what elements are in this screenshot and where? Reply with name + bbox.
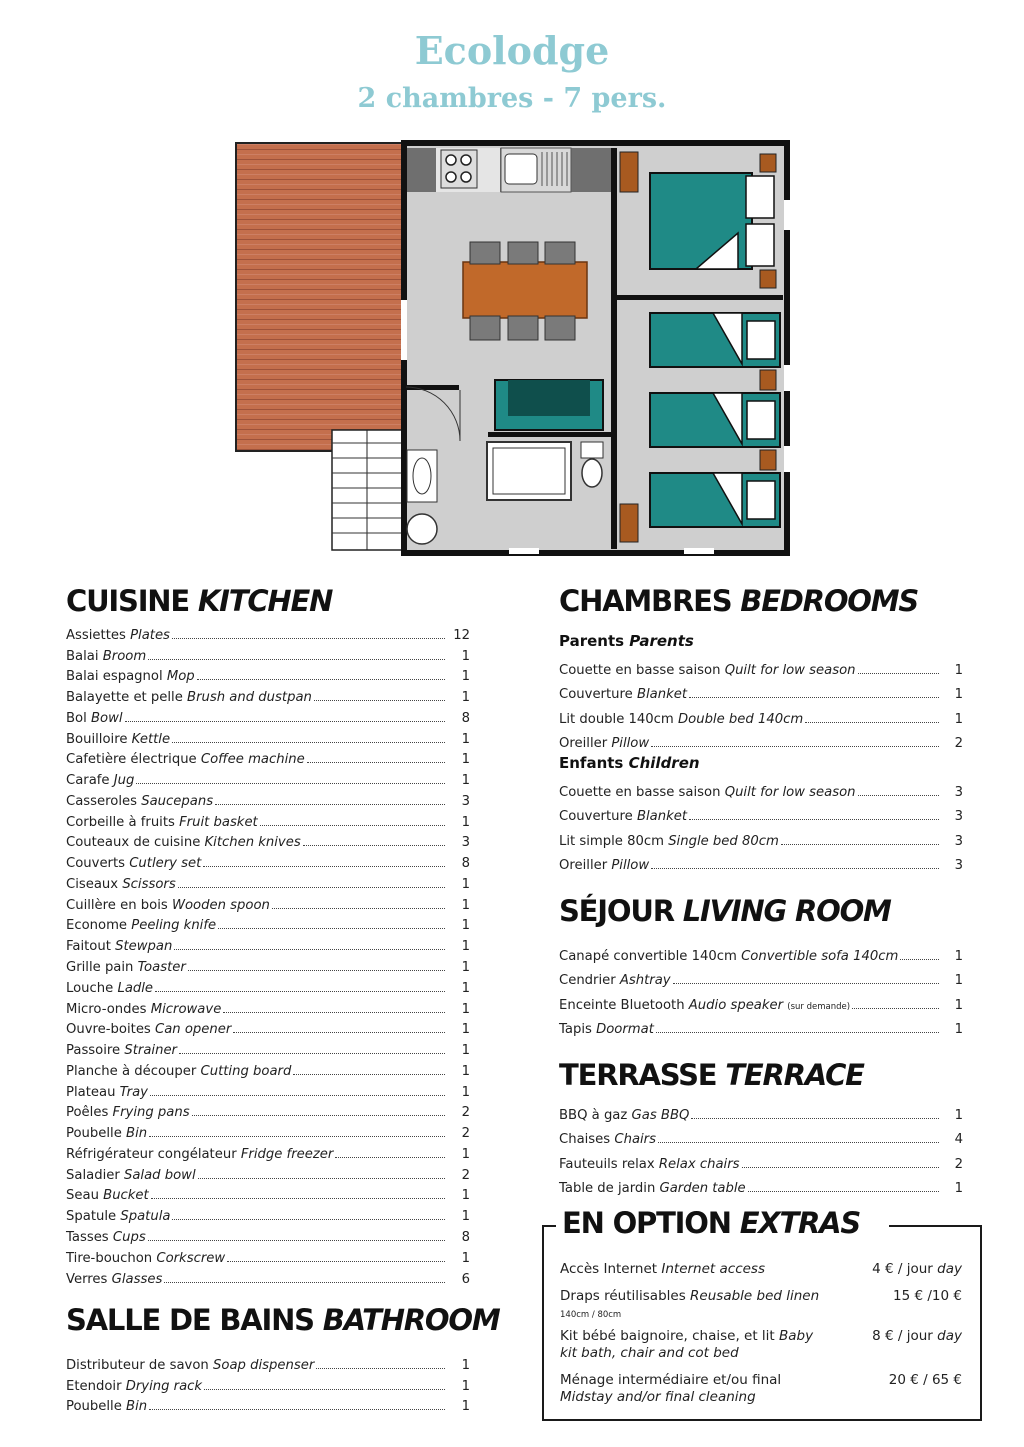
item-quantity: 1 — [954, 662, 963, 678]
item-quantity: 1 — [461, 814, 470, 830]
dining-table — [463, 262, 587, 318]
bathroom-item — [66, 1394, 470, 1415]
item-label: Lit double 140cm Double bed 140cm — [559, 711, 804, 727]
item-label: Micro-ondes Microwave — [66, 1001, 222, 1017]
item-label: Poubelle Bin — [66, 1126, 148, 1142]
item-quantity: 3 — [954, 784, 963, 800]
bathroom-item — [66, 1373, 470, 1394]
stairs — [332, 430, 402, 550]
kitchen-item — [66, 892, 470, 913]
item-label: Poêles Frying pans — [66, 1105, 190, 1121]
item-label: Réfrigérateur congélateur Fridge freezer — [66, 1146, 334, 1162]
item-label: Couverture Blanket — [559, 809, 688, 824]
children-item — [559, 824, 963, 849]
item-quantity: 1 — [954, 711, 963, 727]
kitchen-item — [66, 1141, 470, 1162]
stove — [441, 150, 477, 188]
toilet — [581, 442, 603, 458]
kitchen-item — [66, 767, 470, 788]
children-item — [559, 800, 963, 825]
item-quantity: 1 — [461, 1146, 470, 1162]
item-quantity: 12 — [453, 627, 470, 643]
item-quantity: 1 — [461, 731, 470, 747]
item-quantity: 3 — [954, 858, 963, 873]
item-quantity: 1 — [461, 939, 470, 955]
kitchen-item — [66, 1224, 470, 1245]
item-quantity: 3 — [461, 835, 470, 851]
item-label: Oreiller Pillow — [559, 858, 650, 873]
item-label: Table de jardin Garden table — [559, 1181, 746, 1196]
item-quantity: 2 — [954, 736, 963, 751]
item-label: Oreiller Pillow — [559, 736, 650, 751]
item-quantity: 1 — [461, 1001, 470, 1017]
kitchen-item — [66, 871, 470, 892]
kitchen-item — [66, 1058, 470, 1079]
parents-list — [559, 653, 963, 751]
children-item — [559, 775, 963, 800]
kitchen-item — [66, 913, 470, 934]
item-label: Ouvre-boites Can opener — [66, 1022, 232, 1038]
item-quantity: 1 — [954, 948, 963, 964]
kitchen-item — [66, 975, 470, 996]
terrace-list — [559, 1098, 963, 1196]
kitchen-title: CUISINE KITCHEN — [66, 584, 333, 618]
page-subtitle: 2 chambres - 7 pers. — [357, 83, 667, 114]
kitchen-item — [66, 622, 470, 643]
item-label: Passoire Strainer — [66, 1043, 177, 1059]
item-label: Tapis Doormat — [559, 1022, 654, 1037]
item-quantity: 1 — [461, 897, 470, 913]
sink — [505, 154, 537, 184]
living-list — [559, 939, 963, 1037]
kitchen-item — [66, 1120, 470, 1141]
item-label: Casseroles Saucepans — [66, 793, 214, 809]
kitchen-item — [66, 830, 470, 851]
item-quantity: 1 — [461, 1399, 470, 1415]
item-quantity: 1 — [461, 773, 470, 789]
item-quantity: 1 — [461, 1209, 470, 1225]
item-quantity: 1 — [461, 1357, 470, 1373]
item-label: Econome Peeling knife — [66, 918, 217, 934]
kitchen-item — [66, 954, 470, 975]
item-label: Enceinte Bluetooth Audio speaker (sur demande) — [559, 997, 851, 1013]
item-label: Distributeur de savon Soap dispenser — [66, 1357, 315, 1373]
children-item — [559, 849, 963, 874]
item-quantity: 1 — [461, 669, 470, 685]
kitchen-item — [66, 996, 470, 1017]
kitchen-item — [66, 1266, 470, 1287]
item-quantity: 1 — [954, 1181, 963, 1196]
living-item — [559, 1013, 963, 1038]
item-quantity: 1 — [461, 960, 470, 976]
item-quantity: 1 — [954, 973, 963, 988]
item-quantity: 1 — [954, 997, 963, 1013]
item-quantity: 1 — [461, 752, 470, 768]
item-label: Seau Bucket — [66, 1188, 149, 1204]
children-subtitle: Enfants Children — [559, 754, 700, 772]
terrace-deck — [236, 143, 402, 451]
children-list — [559, 775, 963, 873]
item-quantity: 1 — [461, 876, 470, 892]
item-label: Couette en basse saison Quilt for low season — [559, 784, 856, 800]
item-quantity: 2 — [461, 1167, 470, 1183]
kitchen-item — [66, 1162, 470, 1183]
item-label: Planche à découper Cutting board — [66, 1063, 292, 1079]
item-quantity: 2 — [954, 1156, 963, 1172]
item-label: Plateau Tray — [66, 1084, 148, 1100]
bedrooms-title: CHAMBRES BEDROOMS — [559, 584, 919, 618]
item-quantity: 2 — [461, 1105, 470, 1121]
item-label: Poubelle Bin — [66, 1399, 148, 1415]
bathroom-list — [66, 1352, 470, 1414]
terrace-item — [559, 1147, 963, 1172]
kitchen-item — [66, 933, 470, 954]
living-title: SÉJOUR LIVING ROOM — [559, 894, 891, 928]
item-quantity: 1 — [461, 1022, 470, 1038]
kitchen-item — [66, 1037, 470, 1058]
kitchen-item — [66, 643, 470, 664]
item-label: Saladier Salad bowl — [66, 1167, 196, 1183]
item-label: Spatule Spatula — [66, 1209, 171, 1225]
item-label: Ciseaux Scissors — [66, 876, 176, 892]
kitchen-item — [66, 726, 470, 747]
parents-item — [559, 727, 963, 752]
item-label: Lit simple 80cm Single bed 80cm — [559, 833, 779, 849]
item-label: Etendoir Drying rack — [66, 1378, 203, 1394]
kitchen-item — [66, 747, 470, 768]
item-label: Tasses Cups — [66, 1229, 146, 1245]
item-quantity: 4 — [954, 1132, 963, 1147]
item-quantity: 8 — [461, 710, 470, 726]
item-quantity: 1 — [461, 1043, 470, 1059]
item-quantity: 3 — [461, 793, 470, 809]
item-quantity: 1 — [461, 1188, 470, 1204]
item-label: Bouilloire Kettle — [66, 731, 171, 747]
item-label: Canapé convertible 140cm Convertible sofa 140cm — [559, 948, 899, 964]
kitchen-item — [66, 664, 470, 685]
item-label: Couteaux de cuisine Kitchen knives — [66, 835, 301, 851]
kitchen-item — [66, 1183, 470, 1204]
item-quantity: 1 — [954, 687, 963, 702]
item-quantity: 2 — [461, 1126, 470, 1142]
item-label: Fauteuils relax Relax chairs — [559, 1156, 740, 1172]
item-quantity: 1 — [461, 648, 470, 664]
item-label: Balai Broom — [66, 648, 147, 664]
item-quantity: 1 — [954, 1022, 963, 1037]
bathroom-title: SALLE DE BAINS BATHROOM — [66, 1303, 500, 1337]
terrace-title: TERRASSE TERRACE — [559, 1058, 864, 1092]
item-quantity: 3 — [954, 809, 963, 824]
item-label: Cafetière électrique Coffee machine — [66, 752, 305, 768]
item-label: Louche Ladle — [66, 980, 154, 996]
item-label: Couverts Cutlery set — [66, 856, 202, 872]
living-item — [559, 939, 963, 964]
item-quantity: 1 — [461, 918, 470, 934]
item-label: Bol Bowl — [66, 710, 123, 726]
living-item — [559, 964, 963, 989]
kitchen-item — [66, 1079, 470, 1100]
terrace-item — [559, 1172, 963, 1197]
kitchen-item — [66, 684, 470, 705]
kitchen-list — [66, 622, 470, 1287]
item-quantity: 1 — [461, 1084, 470, 1100]
item-quantity: 3 — [954, 833, 963, 849]
item-label: Assiettes Plates — [66, 627, 170, 643]
extras-title: EN OPTION EXTRAS — [560, 1206, 864, 1240]
item-label: Faitout Stewpan — [66, 939, 173, 955]
parents-item — [559, 702, 963, 727]
item-label: Couverture Blanket — [559, 687, 688, 702]
item-quantity: 1 — [461, 1250, 470, 1266]
terrace-item — [559, 1123, 963, 1148]
parents-item — [559, 653, 963, 678]
item-quantity: 1 — [461, 1063, 470, 1079]
item-label: Verres Glasses — [66, 1271, 163, 1287]
item-quantity: 6 — [461, 1271, 470, 1287]
kitchen-item — [66, 1245, 470, 1266]
terrace-item — [559, 1098, 963, 1123]
kitchen-item — [66, 705, 470, 726]
item-quantity: 8 — [461, 1229, 470, 1245]
item-quantity: 1 — [461, 1378, 470, 1394]
item-label: BBQ à gaz Gas BBQ — [559, 1107, 690, 1123]
item-label: Corbeille à fruits Fruit basket — [66, 814, 258, 830]
kitchen-item — [66, 1203, 470, 1224]
item-label: Cuillère en bois Wooden spoon — [66, 897, 270, 913]
parents-subtitle: Parents Parents — [559, 632, 694, 650]
item-label: Grille pain Toaster — [66, 960, 186, 976]
item-label: Cendrier Ashtray — [559, 973, 671, 988]
item-quantity: 8 — [461, 856, 470, 872]
bathroom-item — [66, 1352, 470, 1373]
item-quantity: 1 — [954, 1107, 963, 1123]
item-label: Tire-bouchon Corkscrew — [66, 1250, 226, 1266]
item-label: Chaises Chairs — [559, 1132, 656, 1147]
item-label: Couette en basse saison Quilt for low season — [559, 662, 856, 678]
parents-item — [559, 678, 963, 703]
item-label: Balayette et pelle Brush and dustpan — [66, 690, 312, 706]
kitchen-item — [66, 1100, 470, 1121]
item-label: Balai espagnol Mop — [66, 669, 195, 685]
kitchen-item — [66, 1017, 470, 1038]
kitchen-item — [66, 809, 470, 830]
kitchen-item — [66, 850, 470, 871]
kitchen-item — [66, 788, 470, 809]
item-label: Carafe Jug — [66, 773, 135, 789]
living-item — [559, 988, 963, 1013]
item-quantity: 1 — [461, 690, 470, 706]
floor-plan — [233, 140, 791, 556]
page-title: Ecolodge — [414, 28, 610, 73]
item-quantity: 1 — [461, 980, 470, 996]
